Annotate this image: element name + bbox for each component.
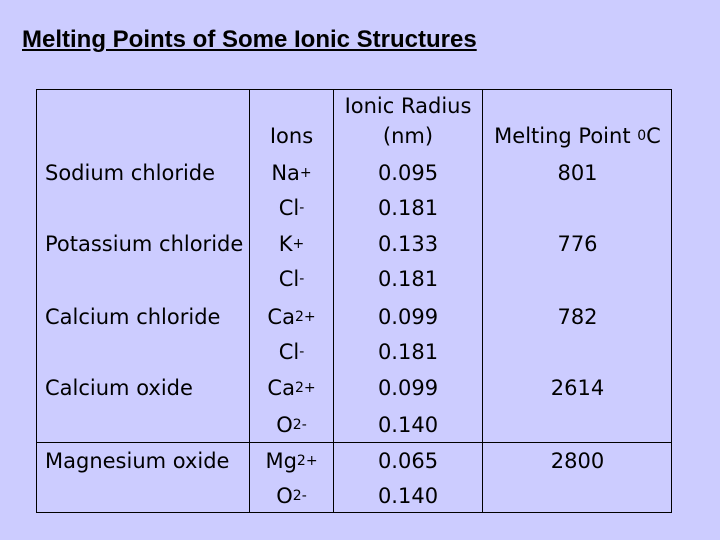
melting-point-cell: 782 [557, 305, 598, 329]
ion-cell: $Mg^{2+}$ [265, 449, 318, 473]
compound-name: Potassium chloride [45, 232, 244, 256]
ionic-radius-cell: 0.181 [377, 340, 439, 364]
ion-cell: $Ca^{2+}$ [267, 305, 316, 329]
ionic-radius-cell: 0.099 [377, 376, 439, 400]
ion-cell: $O^{2-}$ [276, 484, 307, 508]
melting-point-cell: 2800 [550, 449, 605, 473]
melting-points-table [36, 89, 672, 513]
ion-cell: $Ca^{2+}$ [267, 376, 316, 400]
ionic-radius-cell: 0.140 [377, 413, 439, 437]
melting-point-cell: 776 [557, 232, 598, 256]
ionic-radius-cell: 0.181 [377, 196, 439, 220]
compound-name: Calcium chloride [45, 305, 221, 329]
melting-point-cell: 2614 [550, 376, 605, 400]
ion-cell: K+ [278, 232, 305, 256]
slide-title: Melting Points of Some Ionic Structures [22, 26, 477, 53]
ionic-radius-cell: 0.181 [377, 267, 439, 291]
ion-cell: $O^{2-}$ [276, 413, 307, 437]
compound-name: Magnesium oxide [45, 449, 230, 473]
ionic-radius-cell: 0.095 [377, 161, 439, 185]
header-ionic-radius-unit: (nm) [382, 124, 434, 148]
ionic-radius-cell: 0.133 [377, 232, 439, 256]
ionic-radius-cell: 0.065 [377, 449, 439, 473]
ionic-radius-cell: 0.140 [377, 484, 439, 508]
ionic-radius-cell: 0.099 [377, 305, 439, 329]
compound-name: Sodium chloride [45, 161, 216, 185]
melting-point-cell: 801 [557, 161, 598, 185]
ion-cell: Na+ [271, 161, 312, 185]
header-melting-point: Melting Point $^0$C [494, 124, 661, 148]
compound-name: Calcium oxide [45, 376, 193, 400]
row-divider [37, 442, 671, 443]
ion-cell: Cl- [278, 340, 305, 364]
ion-cell: Cl- [278, 196, 305, 220]
header-ionic-radius: Ionic Radius [344, 94, 472, 118]
ion-cell: Cl- [278, 267, 305, 291]
header-ions: Ions [269, 124, 314, 148]
